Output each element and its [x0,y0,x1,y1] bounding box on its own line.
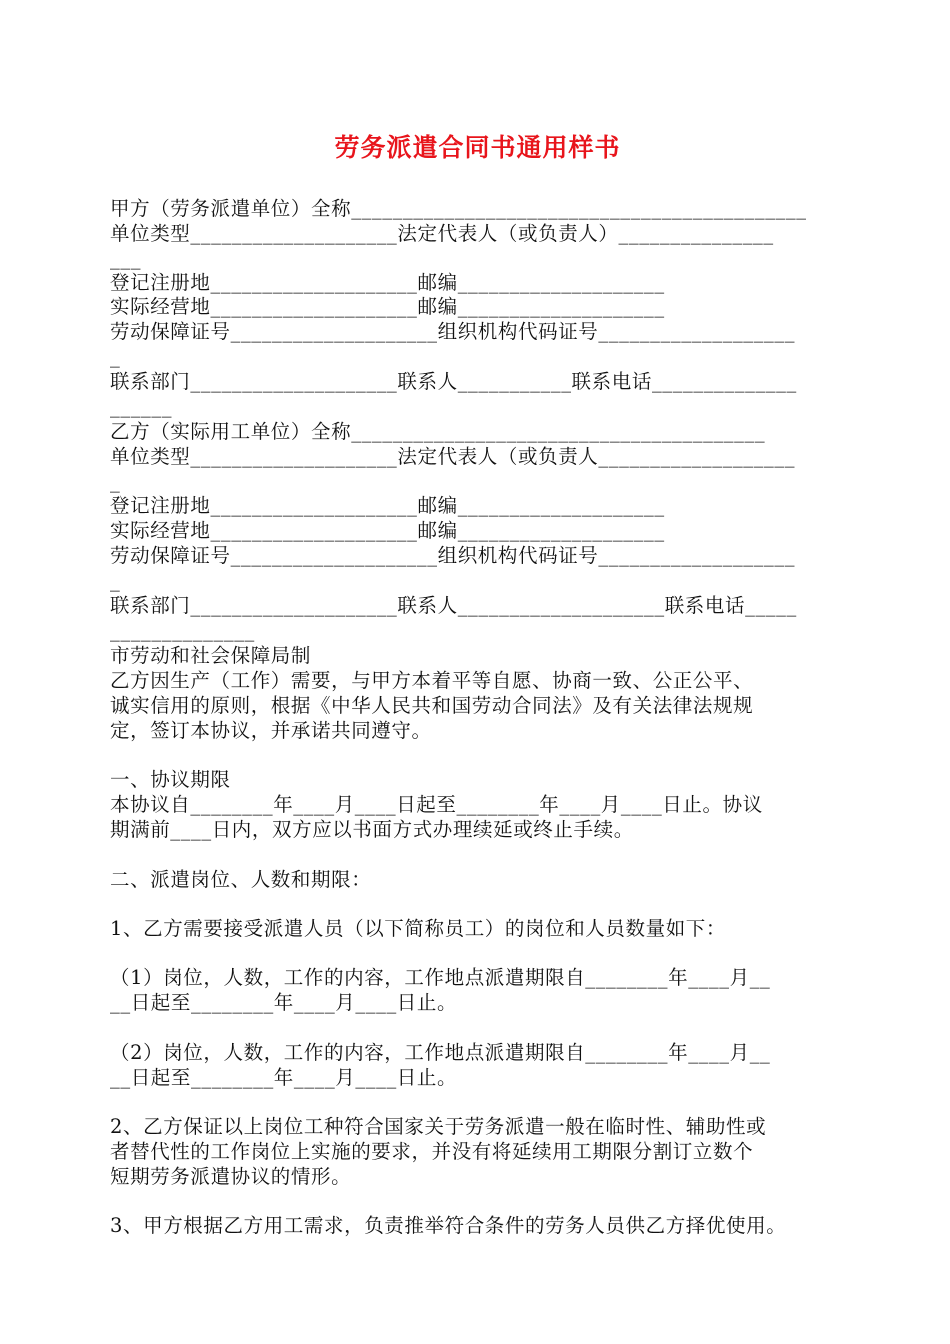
party-b-unit-type-line: 单位类型____________________法定代表人（或负责人___________________ [110,445,796,468]
clause-2-2-line-3: 短期劳务派遣协议的情形。 [110,1165,352,1188]
preamble-line-2: 诚实信用的原则，根据《中华人民共和国劳动合同法》及有关法律法规规 [110,694,754,717]
party-b-registered-address-line: 登记注册地____________________邮编____________________ [110,494,665,517]
clause-2-3: 3、甲方根据乙方用工需求，负责推举符合条件的劳务人员供乙方择优使用。 [110,1214,787,1237]
party-a-business-address-line: 实际经营地____________________邮编____________________ [110,295,665,318]
party-b-fullname-line: 乙方（实际用工单位）全称________________________________________ [110,420,766,443]
party-a-unit-type-continuation: ___ [110,247,142,270]
party-a-unit-type-line: 单位类型____________________法定代表人（或负责人）_______________ [110,222,774,245]
clause-2-2-line-1: 2、乙方保证以上岗位工种符合国家关于劳务派遣一般在临时性、辅助性或 [110,1115,767,1138]
party-a-license-line: 劳动保障证号____________________组织机构代码证号___________________ [110,320,796,343]
preamble-line-1: 乙方因生产（工作）需要，与甲方本着平等自愿、协商一致、公正公平、 [110,669,754,692]
party-b-unit-type-continuation: _ [110,470,121,493]
clause-2-1-item-2-line-1: （2）岗位，人数，工作的内容，工作地点派遣期限自________年____月__ [110,1041,771,1064]
party-b-license-continuation: _ [110,569,121,592]
party-a-contact-line: 联系部门____________________联系人___________联系电话______________ [110,370,797,393]
document-title: 劳务派遣合同书通用样书 [334,133,621,162]
party-a-registered-address-line: 登记注册地____________________邮编____________________ [110,271,665,294]
clause-2-1-item-1-line-2: __日起至________年____月____日止。 [110,991,458,1014]
section-2-heading: 二、派遣岗位、人数和期限： [110,868,372,891]
clause-2-1: 1、乙方需要接受派遣人员（以下简称员工）的岗位和人员数量如下： [110,917,727,940]
party-b-contact-line: 联系部门____________________联系人____________________联系电话_____ [110,594,797,617]
clause-2-2-line-2: 者替代性的工作岗位上实施的要求，并没有将延续用工期限分割订立数个 [110,1140,754,1163]
issuer-line: 市劳动和社会保障局制 [110,644,312,667]
preamble-line-3: 定，签订本协议，并承诺共同遵守。 [110,719,432,742]
section-1-heading: 一、协议期限 [110,768,231,791]
section-1-line-1: 本协议自________年____月____日起至________年____月____日止。协议 [110,793,763,816]
party-b-contact-continuation: ______________ [110,619,255,642]
party-a-license-continuation: _ [110,345,121,368]
party-a-fullname-line: 甲方（劳务派遣单位）全称____________________________________________ [110,197,807,220]
party-a-contact-continuation: ______ [110,395,173,418]
party-b-business-address-line: 实际经营地____________________邮编____________________ [110,519,665,542]
party-b-license-line: 劳动保障证号____________________组织机构代码证号___________________ [110,544,796,567]
clause-2-1-item-1-line-1: （1）岗位，人数，工作的内容，工作地点派遣期限自________年____月__ [110,966,771,989]
section-1-line-2: 期满前____日内，双方应以书面方式办理续延或终止手续。 [110,818,634,841]
clause-2-1-item-2-line-2: __日起至________年____月____日止。 [110,1066,458,1089]
